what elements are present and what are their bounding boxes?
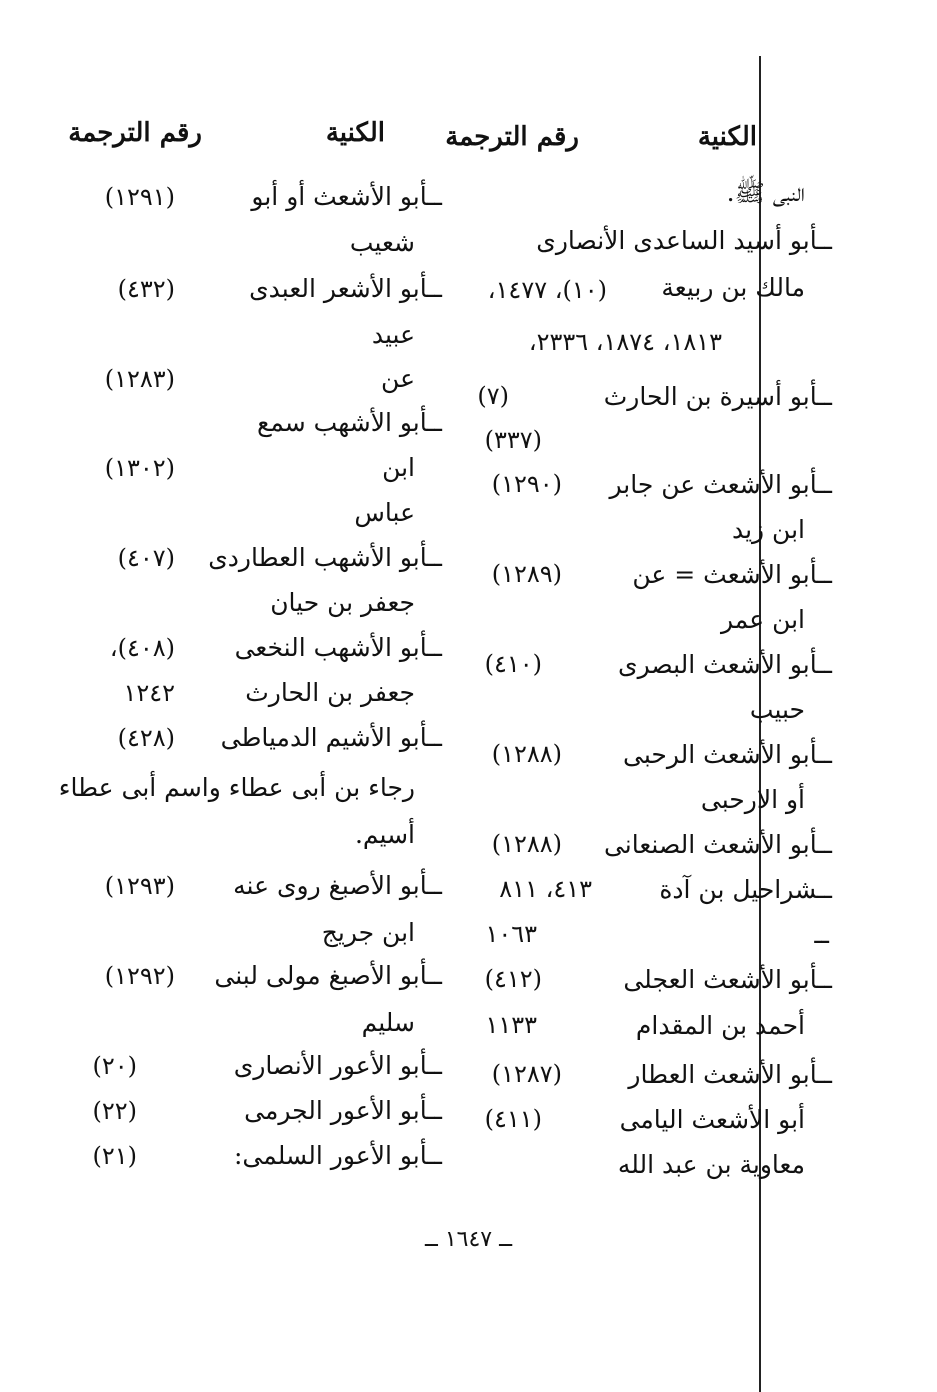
right-entry-text: ــشراحيل بن آدة — [659, 875, 832, 904]
left-entry-text: ــأبو الأشعث أو أبو — [251, 182, 442, 211]
right-entry-text: معاوية بن عبد الله — [617, 1150, 805, 1179]
right-entry-number: (١٠)، ١٤٧٧، — [487, 276, 607, 304]
left-entry-text: ابن جريج — [321, 918, 415, 947]
column-divider-line — [759, 56, 761, 1392]
right-kunya-header: الكنية — [697, 122, 757, 152]
right-entry-text: ابن زيد — [731, 515, 805, 544]
right-entry-text: ــأبو الأشعث الصنعانى — [603, 830, 832, 859]
left-entry-text: شعيب — [349, 228, 415, 257]
right-entry-text: ــأبو الأشعث الرحبى — [623, 740, 832, 769]
page-number: ــ ١٦٤٧ ــ — [424, 1227, 513, 1252]
right-entry-number: (١٢٨٨) — [491, 740, 562, 768]
left-entry-text: عباس — [354, 498, 415, 527]
left-entry-text: جعفر بن الحارث — [245, 678, 415, 707]
left-entry-text: أسيم. — [354, 820, 415, 849]
right-entry-text: أو الارحبى — [700, 785, 805, 814]
left-entry-number: (١٢٩١) — [104, 183, 175, 211]
left-entry-number: (١٢٨٣) — [104, 365, 175, 393]
right-entry-number: (١٢٨٨) — [491, 830, 562, 858]
left-entry-text: عن — [381, 364, 415, 393]
left-entry-text: ــأبو الأعور الجرمى — [244, 1096, 442, 1125]
right-entry-text: أبو الأشعث اليامى — [619, 1105, 805, 1134]
left-entry-number: (٤٣٢) — [117, 275, 175, 303]
left-entry-number: (١٢٩٢) — [104, 962, 175, 990]
right-entry-text: مالك بن ربيعة — [661, 273, 805, 302]
right-entry-text: ــأبو الأشعث البصرى — [618, 650, 832, 679]
right-entry-number: (٣٣٧) — [484, 426, 542, 454]
left-entry-number: ١٢٤٢ — [123, 679, 175, 707]
right-entry-text: ــأبو الأشعث = عن — [632, 560, 832, 589]
right-entry-text: ابن عمر — [720, 605, 805, 634]
left-entry-text: رجاء بن أبى عطاء واسم أبى عطاء — [58, 773, 415, 802]
right-entry-number: ١١٣٣ — [485, 1011, 537, 1039]
left-entry-text: ــأبو الأصبغ مولى لبنى — [214, 961, 442, 990]
left-entry-number: (١٣٠٢) — [104, 454, 175, 482]
left-entry-number: (٢١) — [92, 1142, 137, 1170]
right-entry-number: (٤١٠) — [484, 650, 542, 678]
left-number-header: رقم الترجمة — [68, 118, 202, 148]
right-entry-text: ــأبو أسيرة بن الحارث — [603, 382, 832, 411]
left-entry-text: سليم — [361, 1008, 415, 1037]
right-entry-number: (٤١٢) — [484, 965, 542, 993]
left-entry-text: جعفر بن حيان — [270, 588, 415, 617]
left-entry-number: (٢٠) — [92, 1052, 137, 1080]
right-entry-number: (٤١١) — [484, 1105, 542, 1133]
left-entry-number: (٤٢٨) — [117, 724, 175, 752]
right-entry-text: ــأبو أسيد الساعدى الأنصارى — [536, 226, 832, 255]
right-entry-text: ــ — [814, 920, 829, 949]
left-entry-text: ــأبو الأشعر العبدى — [249, 274, 442, 303]
right-entry-number: (٧) — [477, 382, 509, 410]
right-entry-text: ــأبو الأشعث العطار — [628, 1060, 832, 1089]
right-entry-number: ١٠٦٣ — [485, 920, 537, 948]
left-entry-number: (١٢٩٣) — [104, 872, 175, 900]
right-entry-text: أحمد بن المقدام — [635, 1011, 805, 1040]
left-kunya-header: الكنية — [325, 118, 385, 148]
right-entry-number: (١٢٩٠) — [491, 470, 562, 498]
left-entry-text: ابن — [382, 453, 415, 482]
right-entry-number: ٤١٣، ٨١١ — [499, 875, 592, 903]
right-entry-number: (١٢٨٩) — [491, 560, 562, 588]
right-entry-number: ١٨١٣، ١٨٧٤، ٢٣٣٦، — [528, 328, 722, 356]
left-entry-text: عبيد — [371, 320, 415, 349]
left-entry-text: ــأبو الأعور السلمى: — [234, 1141, 442, 1170]
right-number-header: رقم الترجمة — [445, 122, 579, 152]
left-entry-number: (٢٢) — [92, 1097, 137, 1125]
left-entry-number: (٤٠٧) — [117, 544, 175, 572]
right-entry-text: ــأبو الأشعث عن جابر — [609, 470, 832, 499]
left-entry-text: ــأبو الأشهب النخعى — [234, 633, 442, 662]
left-entry-text: ــأبو الأشهب العطاردى — [208, 543, 442, 572]
right-entry-number: (١٢٨٧) — [491, 1060, 562, 1088]
left-entry-text: ــأبو الأعور الأنصارى — [233, 1051, 442, 1080]
left-entry-text: ــأبو الأصبغ روى عنه — [233, 871, 442, 900]
right-entry-text: النبى ﷺ. — [726, 178, 805, 207]
left-entry-text: ــأبو الأشهب سمع — [257, 408, 442, 437]
left-entry-text: ــأبو الأشيم الدمياطى — [220, 723, 442, 752]
left-entry-number: (٤٠٨)، — [109, 634, 175, 662]
right-entry-text: ــأبو الأشعث العجلى — [623, 965, 832, 994]
right-entry-text: حبيب — [749, 695, 805, 724]
